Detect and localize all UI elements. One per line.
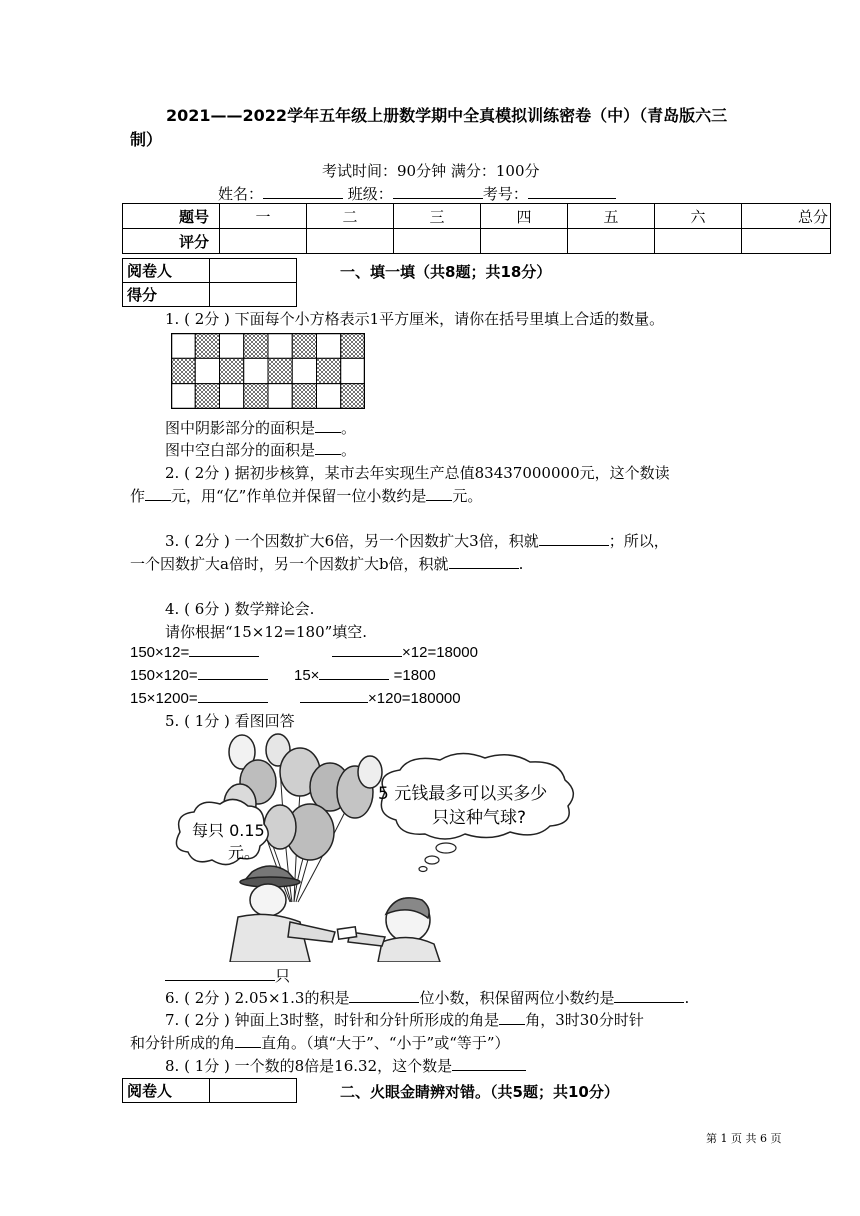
grid-cell-blank [268, 333, 292, 358]
row-label-score: 评分 [123, 229, 220, 254]
question-2-line-2: 作 元，用“亿”作单位并保留一位小数约是 元。 [130, 487, 483, 505]
question-2-line-1: 2. ( 2分 ) 据初步核算，某市去年实现生产总值83437000000元，这个数读 [165, 464, 670, 482]
grid-cell-blank [317, 384, 341, 409]
reader-label: 阅卷人 [123, 1079, 210, 1103]
question-1-line-1: 图中阴影部分的面积是 。 [165, 419, 357, 437]
grid-cell-blank [317, 333, 341, 358]
grid-cell-blank [341, 358, 365, 383]
page-footer: 第 1 页 共 6 页 [706, 1132, 782, 1145]
equation-3: 150×120= [130, 664, 268, 687]
student-info-line [218, 183, 616, 204]
col-header: 一 [220, 204, 307, 229]
question-6: 6. ( 2分 ) 2.05×1.3的积是 位小数，积保留两位小数约是 . [165, 989, 690, 1007]
grid-cell-blank [292, 358, 316, 383]
grid-cell-shaded [292, 384, 316, 409]
row-label-question-number: 题号 [123, 204, 220, 229]
question-3-line-1: 3. ( 2分 ) 一个因数扩大6倍，另一个因数扩大3倍，积就 ；所以， [165, 532, 669, 550]
grid-cell-shaded [268, 358, 292, 383]
answer-blank[interactable] [145, 485, 171, 501]
question-3-line-2: 一个因数扩大a倍时，另一个因数扩大b倍，积就 . [130, 555, 524, 573]
reader-label: 阅卷人 [123, 259, 210, 283]
score-cell[interactable] [655, 229, 742, 254]
grid-cell-blank [220, 333, 244, 358]
number-blank[interactable] [528, 183, 616, 199]
answer-blank[interactable] [426, 485, 452, 501]
grid-cell-shaded [317, 358, 341, 383]
answer-blank[interactable] [332, 641, 402, 657]
exam-info: 考试时间：90分钟 满分：100分 [322, 162, 540, 180]
class-blank[interactable] [393, 183, 483, 199]
section-1-title: 一、填一填（共8题；共18分） [340, 263, 552, 281]
question-7-line-1: 7. ( 2分 ) 钟面上3时整，时针和分针所形成的角是 角，3时30分时针 [165, 1011, 644, 1029]
section-2-title: 二、火眼金睛辨对错。（共5题；共10分） [340, 1083, 619, 1101]
reader-cell[interactable] [210, 259, 297, 283]
col-header: 四 [481, 204, 568, 229]
score-cell[interactable] [481, 229, 568, 254]
answer-blank[interactable] [349, 987, 419, 1003]
score-cell[interactable] [742, 229, 831, 254]
grid-cell-shaded [220, 358, 244, 383]
document-title: 2021——2022学年五年级上册数学期中全真模拟训练密卷（中）（青岛版六三制） [130, 106, 728, 149]
grid-cell-blank [171, 384, 195, 409]
score-label: 得分 [123, 283, 210, 307]
grader-box [122, 258, 297, 307]
answer-blank[interactable] [198, 687, 268, 703]
equation-6: ×120=180000 [300, 687, 461, 710]
answer-blank[interactable] [235, 1032, 261, 1048]
equation-2: ×12=18000 [332, 641, 478, 664]
number-label: 考号： [482, 185, 528, 203]
question-1-stem: 1. ( 2分 ) 下面每个小方格表示1平方厘米，请你在括号里填上合适的数量。 [165, 310, 665, 328]
col-header: 二 [307, 204, 394, 229]
grid-cell-shaded [244, 384, 268, 409]
name-blank[interactable] [263, 183, 343, 199]
equation-4: 15× =1800 [294, 664, 436, 687]
grid-cell-shaded [292, 333, 316, 358]
score-cell[interactable] [220, 229, 307, 254]
grid-cell-shaded [341, 333, 365, 358]
question-7-line-2: 和分针所成的角 直角。（填“大于”、“小于”或“等于”） [130, 1034, 510, 1052]
grid-cell-blank [220, 384, 244, 409]
score-cell[interactable] [568, 229, 655, 254]
answer-blank[interactable] [189, 641, 259, 657]
bubble-left-text-1: 每只 0.15 [192, 821, 265, 840]
answer-blank[interactable] [539, 530, 609, 546]
grid-cell-blank [195, 358, 219, 383]
grid-cell-blank [171, 333, 195, 358]
question-8: 8. ( 1分 ) 一个数的8倍是16.32，这个数是 [165, 1055, 526, 1077]
answer-blank[interactable] [449, 553, 519, 569]
answer-blank[interactable] [614, 987, 684, 1003]
question-5-answer: 只 [165, 965, 290, 987]
grid-cell-blank [244, 358, 268, 383]
question-1-grid [171, 333, 365, 409]
score-table-header-row [123, 204, 831, 229]
bubble-right-text-1: 5 元钱最多可以买多少 [378, 784, 548, 804]
answer-blank[interactable] [319, 664, 389, 680]
answer-blank[interactable] [452, 1055, 526, 1071]
score-table [122, 203, 831, 254]
answer-blank[interactable] [315, 439, 341, 455]
question-1-line-2: 图中空白部分的面积是 。 [165, 441, 357, 459]
answer-blank[interactable] [499, 1009, 525, 1025]
score-table-score-row [123, 229, 831, 254]
grid-cell-shaded [195, 384, 219, 409]
col-header: 六 [655, 204, 742, 229]
grid-cell-shaded [171, 358, 195, 383]
col-header: 五 [568, 204, 655, 229]
col-header: 三 [394, 204, 481, 229]
answer-blank[interactable] [165, 965, 275, 981]
score-cell[interactable] [210, 283, 297, 307]
col-header-total: 总分 [742, 204, 831, 229]
answer-blank[interactable] [198, 664, 268, 680]
bubble-right-text-2: 只这种气球? [432, 808, 527, 828]
equation-5: 15×1200= [130, 687, 268, 710]
grid-cell-blank [268, 384, 292, 409]
grid-cell-shaded [341, 384, 365, 409]
score-cell[interactable] [394, 229, 481, 254]
question-4-sub: 请你根据“15×12=180”填空. [165, 623, 368, 641]
grid-cell-shaded [195, 333, 219, 358]
question-5-stem: 5. ( 1分 ) 看图回答 [165, 712, 295, 730]
grid-cell-shaded [244, 333, 268, 358]
equation-1: 150×12= [130, 641, 259, 664]
score-cell[interactable] [307, 229, 394, 254]
bubble-left-text-2: 元。 [228, 843, 261, 862]
reader-cell[interactable] [210, 1079, 297, 1103]
name-label: 姓名： [218, 185, 264, 203]
grader-box-2 [122, 1078, 297, 1103]
answer-blank[interactable] [300, 687, 368, 703]
class-label: 班级： [347, 185, 393, 203]
question-4-stem: 4. ( 6分 ) 数学辩论会. [165, 600, 315, 618]
answer-blank[interactable] [315, 417, 341, 433]
